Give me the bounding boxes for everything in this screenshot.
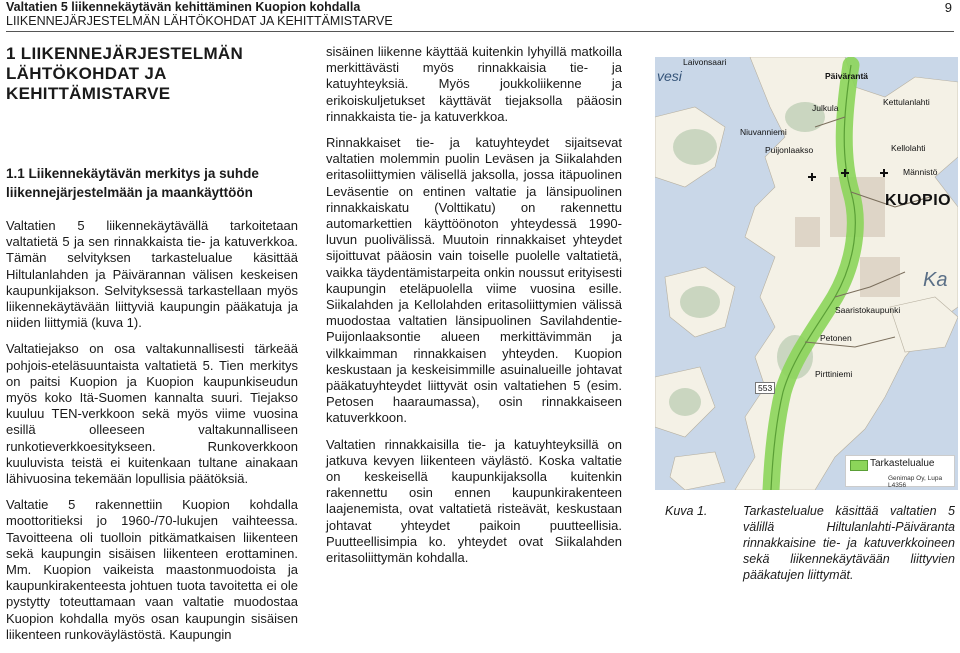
map-label: Julkula [812, 103, 839, 113]
map-label-kuopio: KUOPIO [885, 192, 952, 209]
paragraph: Valtatien 5 liikennekäytävällä tarkoitetaan valtatietä 5 ja sen rinnakkaista tie- ja katuverkkoa. Tämän selvityksen tarkastelualue käsittää Hiltulanlahden ja Päivärannan välisen keskeisen kaupunkijakson. Selvityksessä tarkastellaan myös liikennekäytävään liittyviä kaupungin pääkatuja ja niiden liittymiä (kuva 1). [6, 218, 298, 331]
map-label: Kettulanlahti [883, 97, 930, 107]
legend-swatch [850, 460, 868, 471]
text-column-middle [326, 44, 622, 576]
map-label: Ka [923, 269, 948, 291]
map-legend [845, 455, 955, 487]
road-number-badge: 553 [755, 382, 775, 394]
map-label: vesi [657, 68, 682, 84]
chapter-heading-line1: 1 LIIKENNEJÄRJESTELMÄN [6, 44, 244, 63]
running-header-title: Valtatien 5 liikennekäytävän kehittäminen Kuopion kohdalla [6, 0, 361, 14]
map-label: Petonen [820, 333, 852, 343]
map-label: Päivärantä [825, 71, 868, 81]
figure-caption-text: Tarkastelualue käsittää valtatien 5 välillä Hiltulanlahti-Päiväranta rinnakkaisine tie- ja katuverkkoineen sekä liikennekäytävään liittyvien pääkatujen liittymät. [743, 504, 955, 582]
paragraph: Valtatien rinnakkaisilla tie- ja katuyhteyksillä on jatkuva kevyen liikenteen väylästö. Koska valtatie on keskeisellä kaupunkijaksolla kuitenkin rakennettu osin ennen kaupunkirakenteen laajenemista, ovat valtatietä risteävät, keskustaan johtavat yhteydet paikoin puutteellisia. Puutteellisimpia ko. yhteydet ovat Siikalahden eritasoliittymän kohdalla. [326, 436, 622, 566]
section-heading-line2: liikennejärjestelmään ja maankäyttöön [6, 185, 253, 200]
map-label: Laivonsaari [683, 57, 727, 67]
figure-caption-label: Kuva 1. [665, 504, 708, 518]
map-label: Puijonlaakso [765, 145, 814, 155]
study-area-map [655, 57, 958, 490]
chapter-heading [6, 44, 298, 104]
paragraph: Rinnakkaiset tie- ja katuyhteydet sijaitsevat valtatien molemmin puolin Leväsen ja Siikalahden eritasoliittymien välisellä jaksolla, jossa itäpuolinen Leväsentie on entinen valtatie ja länsipuolinen rinnakkaiskatu (Volttikatu) on rakennettu automarkettien käyttöönoton yhteydessä 1990-luvun puolivälissä. Muutoin rinnakkaiset yhteydet sijoittuvat pääosin vain toiselle puolelle valtatietä, vaikka täydentämistarpeita onkin noussut erityisesti kaupungin eteläpuolella viime vuosina esille. Siikalahden ja Kellolahden eritasoliittymien välissä muodostaa valtatien länsipuolinen Savilahdentie-Puijonlaaksontie alueen merkittävimmän ja vilkkaimman rinnakkaisen yhteyden. Kuopion keskustaan ja keskeisimmille asuinalueille johtavat pääkatuyhteydet liittyvät osin valtatiehen 5 (esim. Petosen haaraumassa), osin rinnakkaiseen katuverkkoon. [326, 135, 622, 426]
paragraph: sisäinen liikenne käyttää kuitenkin lyhyillä matkoilla merkittävästi myös rinnakkaisia tie- ja katuyhteyksiä. Myös joukkoliikenne ja erikoiskuljetukset käyttävät tiejaksolla pääosin rinnakkaista tie- ja katuverkkoa. [326, 44, 622, 124]
text-column-left [6, 44, 298, 653]
map-label: Pirttiniemi [815, 369, 853, 379]
running-header [6, 0, 954, 30]
map-label: Niuvanniemi [740, 127, 787, 137]
section-heading-line1: 1.1 Liikennekäytävän merkitys ja suhde [6, 166, 259, 181]
map-label: Kellolahti [891, 143, 926, 153]
page-number: 9 [944, 0, 952, 15]
map-label: Saaristokaupunki [835, 305, 901, 315]
running-header-chapter: LIIKENNEJÄRJESTELMÄN LÄHTÖKOHDAT JA KEHITTÄMISTARVE [6, 14, 393, 28]
section-heading [6, 164, 298, 202]
paragraph: Valtatiejakso on osa valtakunnallisesti tärkeää pohjois-eteläsuuntaista valtatietä 5. Tien merkitys on paitsi Kuopion ja Kuopion kaupunkiseudun myös koko Itä-Suomen kannalta suuri. Tiejakso kuuluu TEN-verkkoon sekä myös viime vuosina esillä olleeseen valtakunnalliseen runkotieverkkoesitykseen. Runkoverkkoon kuuluvista teistä ei kuitenkaan tultane ainakaan lähivuosina tekemään lopullisia päätöksiä. [6, 341, 298, 487]
map-graphic [655, 57, 958, 490]
map-copyright: Genimap Oy, Lupa L4356 [888, 475, 943, 489]
paragraph: Valtatie 5 rakennettiin Kuopion kohdalla moottoritieksi jo 1960-/70-lukujen vaihteessa. Tavoitteena oli tuolloin pitkämatkaisen liikenteen sekä kaupungin sisäisen liikenteen erottaminen. Mm. Kuopion vaikeista maastonmuodoista ja kaupunkirakenteesta johtuen tuota tavoitetta ei ole pystytty toteuttamaan vaan valtatie muodostaa Kuopion kohdalla myös osan kaupungin sisäisen liikenteen runkoväylästöstä. Kaupungin [6, 497, 298, 642]
legend-label: Tarkastelualue [870, 458, 935, 469]
header-rule [6, 31, 954, 32]
map-label: Männistö [903, 167, 938, 177]
chapter-heading-line2: LÄHTÖKOHDAT JA [6, 64, 167, 83]
chapter-heading-line3: KEHITTÄMISTARVE [6, 84, 171, 103]
